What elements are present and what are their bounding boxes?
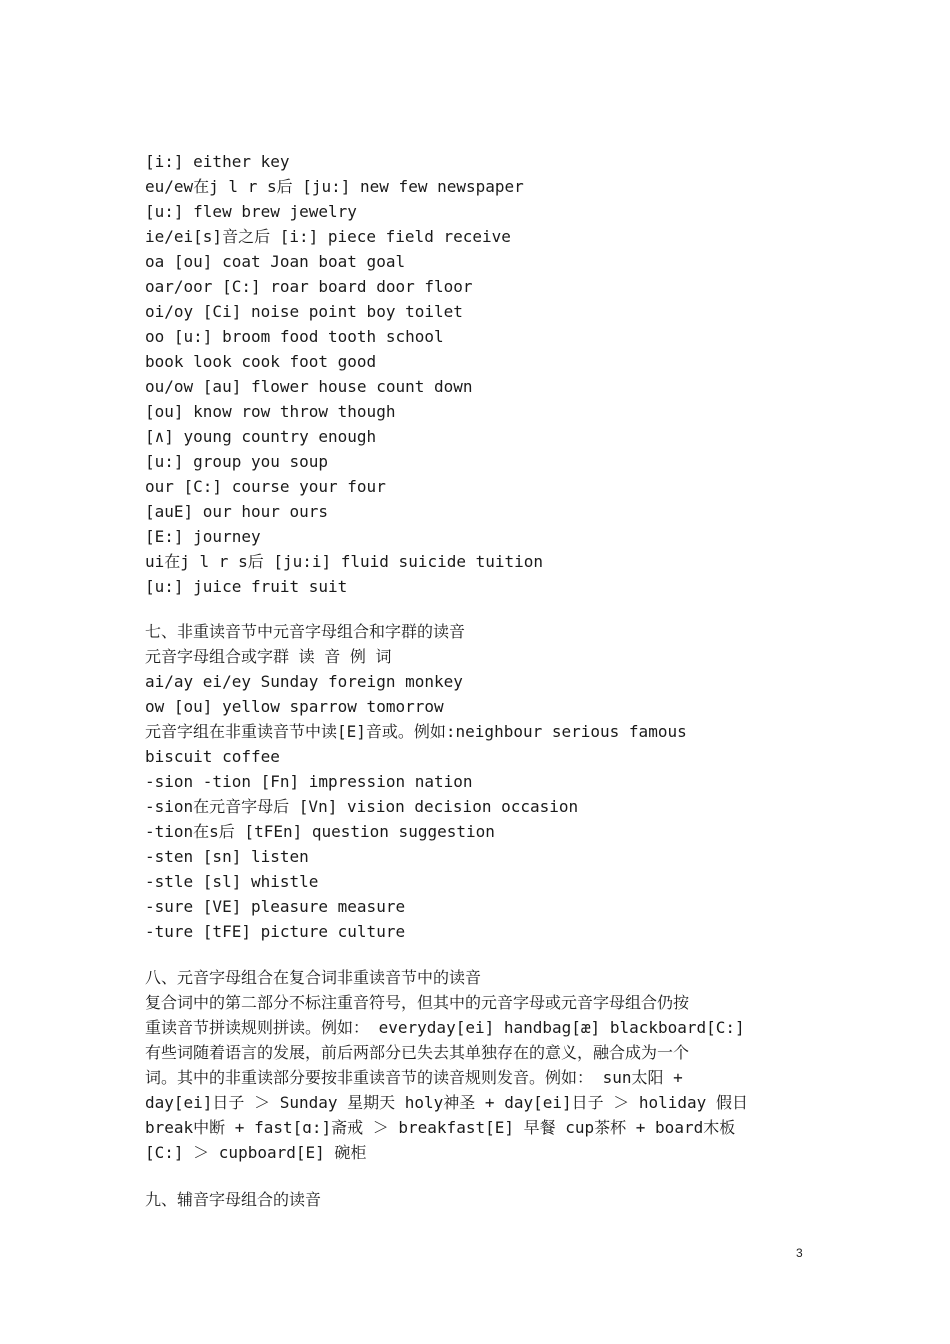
list-item: -sure [VE] pleasure measure <box>145 897 406 916</box>
list-item: 元音字组在非重读音节中读[E]音或。例如:neighbour serious famous <box>145 722 687 741</box>
paragraph-line: 有些词随着语言的发展，前后两部分已失去其单独存在的意义，融合成为一个 <box>145 1043 690 1062</box>
list-item: [ou] know row throw though <box>145 402 396 421</box>
list-item: -sten [sn] listen <box>145 847 309 866</box>
list-item: biscuit coffee <box>145 747 280 766</box>
section-heading: 八、元音字母组合在复合词非重读音节中的读音 <box>145 968 482 987</box>
list-item: -tion在s后 [tFEn] question suggestion <box>145 822 495 841</box>
list-item: [i:] either key <box>145 152 290 171</box>
list-item: eu/ew在j l r s后 [ju:] new few newspaper <box>145 177 524 196</box>
paragraph-line: [C:] ＞ cupboard[E] 碗柜 <box>145 1143 367 1162</box>
list-item: [u:] juice fruit suit <box>145 577 348 596</box>
list-item: [∧] young country enough <box>145 427 377 446</box>
list-item: 元音字母组合或字群 读 音 例 词 <box>145 647 392 666</box>
list-item: -stle [sl] whistle <box>145 872 319 891</box>
list-item: -sion -tion [Fn] impression nation <box>145 772 473 791</box>
list-item: oa [ou] coat Joan boat goal <box>145 252 406 271</box>
list-item: -sion在元音字母后 [Vn] vision decision occasion <box>145 797 579 816</box>
list-item: oar/oor [C:] roar board door floor <box>145 277 473 296</box>
list-item: our [C:] course your four <box>145 477 386 496</box>
page-number: 3 <box>796 1246 803 1260</box>
list-item: [E:] journey <box>145 527 261 546</box>
paragraph-line: 重读音节拼读规则拼读。例如： everyday[ei] handbag[æ] blackboard[C:] <box>145 1018 745 1037</box>
list-item: [u:] flew brew jewelry <box>145 202 357 221</box>
paragraph-line: 复合词中的第二部分不标注重音符号，但其中的元音字母或元音字母组合仍按 <box>145 993 690 1012</box>
list-item: ui在j l r s后 [ju:i] fluid suicide tuition <box>145 552 544 571</box>
paragraph-line: 词。其中的非重读部分要按非重读音节的读音规则发音。例如： sun太阳 + <box>145 1068 683 1087</box>
vowel-combination-list <box>145 149 805 599</box>
list-item: [auE] our hour ours <box>145 502 329 521</box>
section-heading: 七、非重读音节中元音字母组合和字群的读音 <box>145 622 466 641</box>
section-7 <box>145 619 805 944</box>
section-8 <box>145 965 805 1165</box>
list-item: ie/ei[s]音之后 [i:] piece field receive <box>145 227 511 246</box>
section-9 <box>145 1187 805 1212</box>
list-item: book look cook foot good <box>145 352 377 371</box>
list-item: ow [ou] yellow sparrow tomorrow <box>145 697 444 716</box>
list-item: oi/oy [Ci] noise point boy toilet <box>145 302 463 321</box>
paragraph-line: break中断 + fast[ɑ:]斋戒 ＞ breakfast[E] 早餐 cup茶杯 + board木板 <box>145 1118 736 1137</box>
list-item: oo [u:] broom food tooth school <box>145 327 444 346</box>
list-item: ou/ow [au] flower house count down <box>145 377 473 396</box>
section-heading: 九、辅音字母组合的读音 <box>145 1190 322 1209</box>
list-item: -ture [tFE] picture culture <box>145 922 406 941</box>
list-item: ai/ay ei/ey Sunday foreign monkey <box>145 672 463 691</box>
paragraph-line: day[ei]日子 ＞ Sunday 星期天 holy神圣 + day[ei]日子 ＞ holiday 假日 <box>145 1093 748 1112</box>
list-item: [u:] group you soup <box>145 452 329 471</box>
